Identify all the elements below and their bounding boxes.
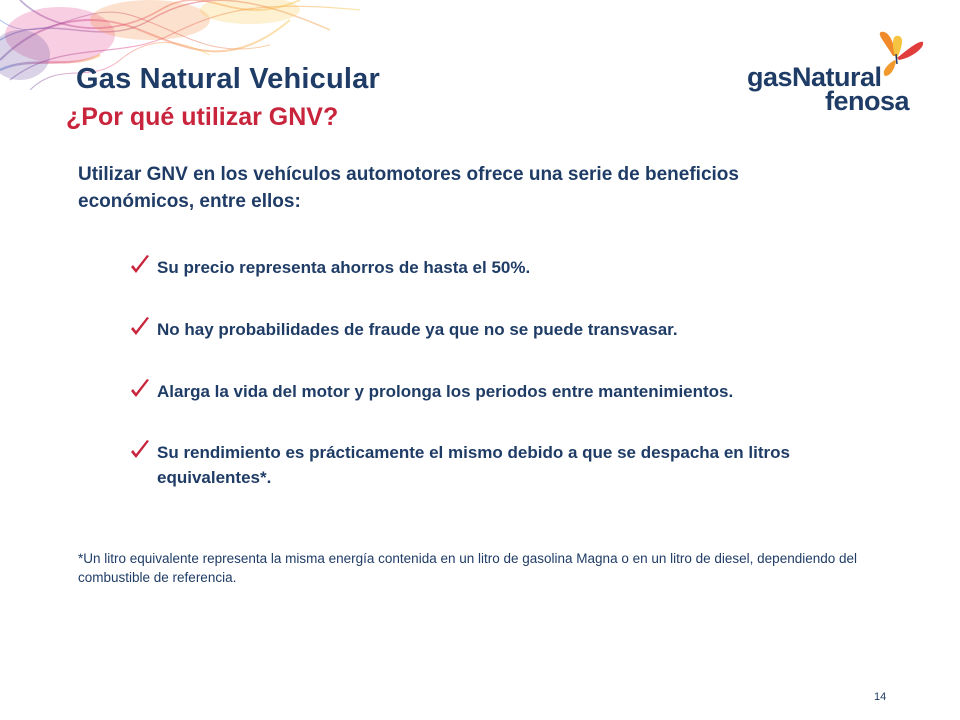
page-number: 14: [874, 691, 887, 703]
gas-natural-fenosa-logo: [745, 30, 930, 120]
logo-wordmark-line2: fenosa: [825, 86, 910, 116]
checkmark-icon: [128, 378, 152, 402]
footnote: *Un litro equivalente representa la misma energía contenida en un litro de gasolina Magna o en un litro de diesel, dependiendo del combustible de referencia.: [78, 551, 858, 585]
list-item-text: No hay probabilidades de fraude ya que no se puede transvasar.: [157, 320, 678, 339]
list-item-text: Alarga la vida del motor y prolonga los periodos entre mantenimientos.: [157, 382, 734, 401]
intro-paragraph: Utilizar GNV en los vehículos automotores ofrece una serie de beneficios económicos, entre ellos:: [78, 164, 739, 212]
page-subtitle: ¿Por qué utilizar GNV?: [66, 103, 339, 131]
checkmark-icon: [128, 439, 152, 463]
checkmark-icon: [128, 254, 152, 278]
list-item-text: Su precio representa ahorros de hasta el 50%.: [157, 258, 531, 277]
logo-wordmark-line1: gasNatural: [747, 62, 882, 92]
list-item-text: Su rendimiento es prácticamente el mismo debido a que se despacha en litros equivalentes*.: [157, 443, 790, 487]
page-title: Gas Natural Vehicular: [76, 63, 380, 95]
checkmark-icon: [128, 316, 152, 340]
